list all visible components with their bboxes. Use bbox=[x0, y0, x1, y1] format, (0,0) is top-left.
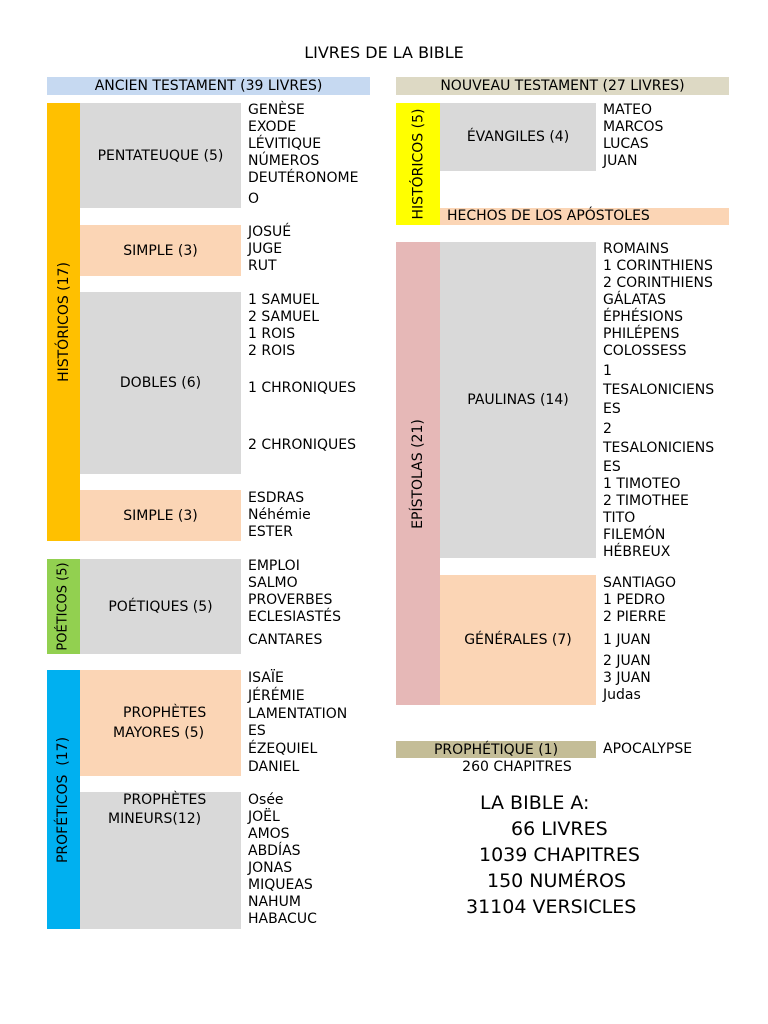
list-item: 1 JUAN bbox=[603, 632, 651, 648]
prophetique-label: PROPHÉTIQUE (1) bbox=[433, 741, 559, 758]
nt-historicos-label: HISTÓRICOS (5) bbox=[410, 108, 426, 220]
pentateuque-label: PENTATEUQUE (5) bbox=[97, 147, 224, 164]
list-item: 2 CORINTHIENS bbox=[603, 275, 713, 291]
list-item: NAHUM bbox=[248, 894, 301, 910]
generales-list-c bbox=[603, 653, 651, 704]
list-item: EMPLOI bbox=[248, 558, 300, 574]
poetiques-box bbox=[80, 559, 241, 654]
at-profeticos-label: PROFÉTICOS (17) bbox=[55, 736, 72, 863]
evangiles-box bbox=[440, 103, 596, 171]
nt-epistolas-label: EPÍSTOLAS (21) bbox=[410, 418, 426, 529]
at-profeticos-bar bbox=[47, 670, 80, 929]
list-item: TITO bbox=[603, 510, 636, 526]
list-item: EXODE bbox=[248, 119, 297, 135]
paulinas-label: PAULINAS (14) bbox=[467, 392, 569, 408]
nt-historicos-bar bbox=[396, 103, 440, 225]
simple2-list bbox=[248, 490, 311, 541]
list-item: JUGE bbox=[248, 241, 283, 257]
list-item: ESTER bbox=[248, 524, 293, 540]
mayores-list bbox=[248, 670, 347, 777]
mineurs-list bbox=[248, 792, 317, 928]
summary-line-5: 31104 VERSICLES bbox=[466, 896, 637, 918]
list-item: JUAN bbox=[603, 153, 638, 169]
list-item: HÉBREUX bbox=[603, 544, 671, 560]
summary-line-3: 1039 CHAPITRES bbox=[479, 844, 640, 866]
list-item: FILEMÓN bbox=[603, 527, 666, 543]
list-item: 2 CHRONIQUES bbox=[248, 437, 357, 453]
page-title: LIVRES DE LA BIBLE bbox=[304, 42, 464, 62]
nt-epistolas-bar bbox=[396, 242, 440, 705]
generales-list-a bbox=[603, 575, 676, 626]
at-historicos-bar bbox=[47, 103, 80, 541]
list-item: HABACUC bbox=[248, 911, 317, 927]
list-item: 1 ROIS bbox=[248, 326, 296, 342]
list-item: ES bbox=[603, 459, 621, 475]
paulinas-box bbox=[440, 242, 596, 558]
list-item: ES bbox=[603, 401, 621, 417]
evangiles-list bbox=[603, 102, 663, 170]
dobles-box bbox=[80, 292, 241, 474]
list-item: TESALONICIENS bbox=[603, 440, 715, 456]
at-poeticos-bar bbox=[47, 559, 80, 654]
paulinas-list bbox=[603, 241, 714, 561]
pentateuque-box bbox=[80, 103, 241, 208]
list-item: TESALONICIENS bbox=[603, 382, 715, 398]
list-item: MIQUEAS bbox=[248, 877, 313, 893]
generales-label: GÉNÉRALES (7) bbox=[464, 632, 572, 648]
list-item: GÁLATAS bbox=[603, 292, 666, 308]
list-item: ISAÏE bbox=[248, 670, 284, 686]
list-item: APOCALYPSE bbox=[603, 741, 693, 757]
mayores-box bbox=[80, 670, 241, 776]
hechos-box bbox=[440, 208, 729, 225]
list-item: DANIEL bbox=[248, 758, 300, 775]
list-item: 2 ROIS bbox=[248, 343, 296, 359]
mineurs-label-2: MINEURS(12) bbox=[108, 811, 202, 827]
list-item: ÉPHÉSIONS bbox=[603, 309, 684, 325]
nt-header: NOUVEAU TESTAMENT (27 LIVRES) bbox=[396, 77, 729, 95]
list-item: RUT bbox=[248, 258, 277, 274]
list-item: CANTARES bbox=[248, 632, 323, 648]
list-item: SANTIAGO bbox=[603, 575, 677, 591]
poetiques-list-a bbox=[248, 558, 341, 626]
list-item: ABDÍAS bbox=[248, 843, 301, 859]
list-item: JONAS bbox=[248, 860, 293, 876]
list-item: 1 CHRONIQUES bbox=[248, 380, 357, 396]
mineurs-box bbox=[80, 792, 241, 929]
list-item: 3 JUAN bbox=[603, 670, 651, 686]
list-item: 2 PIERRE bbox=[603, 609, 667, 625]
list-item: JÉRÉMIE bbox=[248, 687, 305, 704]
list-item: 1 PEDRO bbox=[603, 592, 666, 608]
at-header: ANCIEN TESTAMENT (39 LIVRES) bbox=[47, 77, 370, 95]
list-item: ES bbox=[248, 723, 266, 740]
list-item: 2 JUAN bbox=[603, 653, 651, 669]
list-item: MATEO bbox=[603, 102, 652, 118]
list-item: SALMO bbox=[248, 575, 298, 591]
list-item: ROMAINS bbox=[603, 241, 669, 257]
list-item: 2 TIMOTHEE bbox=[603, 493, 689, 509]
list-item: 1 CORINTHIENS bbox=[603, 258, 713, 274]
prophetique-list bbox=[603, 741, 692, 758]
list-item: JOËL bbox=[248, 809, 280, 825]
list-item: JOSUÉ bbox=[248, 224, 292, 240]
summary-line-2: 66 LIVRES bbox=[511, 818, 608, 840]
at-historicos-label: HISTÓRICOS (17) bbox=[55, 262, 72, 382]
list-item: 1 SAMUEL bbox=[248, 292, 320, 308]
generales-list-b bbox=[603, 632, 651, 649]
pentateuque-list bbox=[248, 102, 358, 208]
list-item: DEUTÉRONOME bbox=[248, 170, 359, 186]
chapitres-note: 260 CHAPITRES bbox=[462, 758, 572, 775]
list-item: MARCOS bbox=[603, 119, 664, 135]
list-item: Osée bbox=[248, 792, 284, 808]
evangiles-label: ÉVANGILES (4) bbox=[466, 129, 570, 145]
list-item: 1 TIMOTEO bbox=[603, 476, 681, 492]
list-item: PHILÉPENS bbox=[603, 326, 680, 342]
list-item: 2 SAMUEL bbox=[248, 309, 320, 325]
mayores-label-2: MAYORES (5) bbox=[113, 725, 205, 741]
list-item: ESDRAS bbox=[248, 490, 305, 506]
summary-line-4: 150 NUMÉROS bbox=[487, 870, 627, 892]
list-item: 1 bbox=[603, 363, 612, 379]
generales-box bbox=[440, 575, 596, 705]
prophetique-box bbox=[396, 741, 596, 758]
hechos-label: HECHOS DE LOS APÓSTOLES bbox=[447, 208, 650, 224]
simple1-label: SIMPLE (3) bbox=[123, 242, 198, 259]
mineurs-label-1: PROPHÈTES bbox=[123, 792, 207, 808]
simple1-list bbox=[248, 224, 291, 275]
simple1-box bbox=[80, 225, 241, 276]
dobles-list-a bbox=[248, 292, 319, 360]
mayores-label-1: PROPHÈTES bbox=[123, 705, 207, 721]
list-item: AMOS bbox=[248, 826, 290, 842]
list-item: GENÈSE bbox=[248, 102, 305, 118]
list-item: PROVERBES bbox=[248, 592, 333, 608]
list-item: NÚMEROS bbox=[248, 153, 320, 169]
list-item: Judas bbox=[603, 687, 641, 703]
list-item: ECLESIASTÉS bbox=[248, 609, 342, 625]
list-item: O bbox=[248, 191, 260, 207]
list-item: Néhémie bbox=[248, 507, 311, 523]
poetiques-label: POÉTIQUES (5) bbox=[108, 598, 213, 615]
poetiques-list-b bbox=[248, 632, 322, 649]
dobles-list-b bbox=[248, 380, 356, 397]
list-item: 2 bbox=[603, 421, 612, 437]
list-item: LÉVITIQUE bbox=[248, 136, 322, 152]
summary-line-1: LA BIBLE A: bbox=[480, 792, 590, 814]
simple2-box bbox=[80, 490, 241, 541]
simple2-label: SIMPLE (3) bbox=[123, 507, 198, 524]
list-item: ÉZEQUIEL bbox=[248, 741, 318, 758]
at-poeticos-label: POÉTICOS (5) bbox=[56, 562, 72, 651]
dobles-label: DOBLES (6) bbox=[119, 375, 202, 391]
list-item: LAMENTATION bbox=[248, 705, 348, 722]
list-item: LUCAS bbox=[603, 136, 649, 152]
list-item: COLOSSESS bbox=[603, 343, 687, 359]
dobles-list-c bbox=[248, 437, 356, 454]
